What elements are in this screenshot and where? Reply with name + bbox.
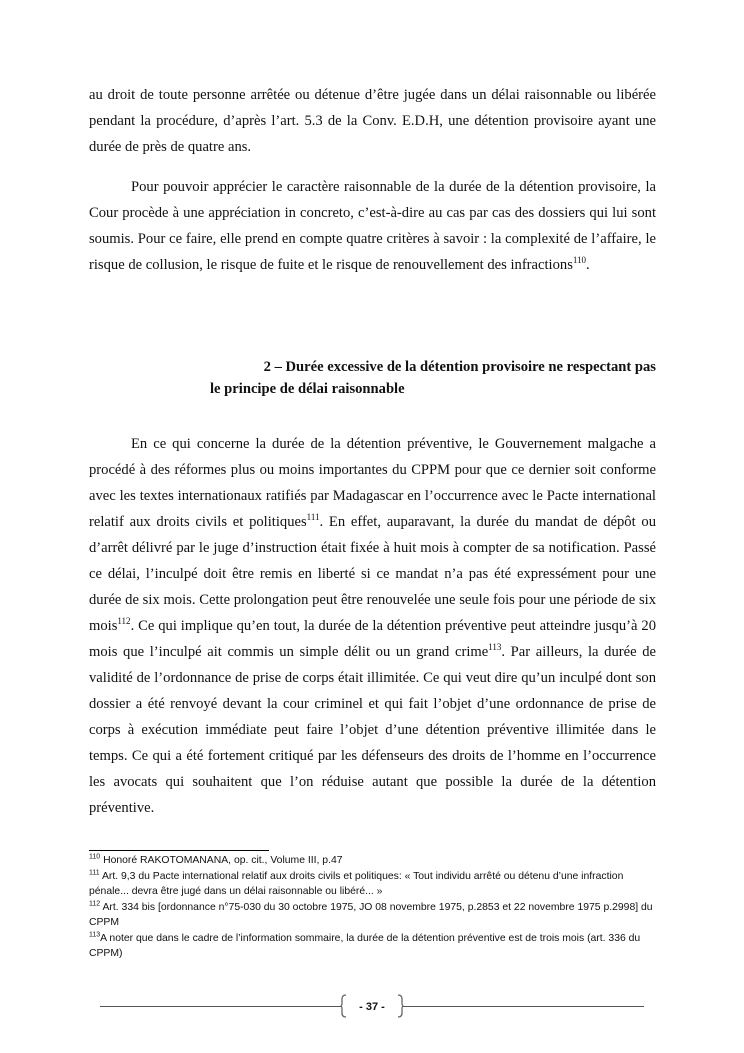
paragraph-2-text: Pour pouvoir apprécier le caractère raisonnable de la durée de la détention provisoire, la Cour procède à une appréciation in concreto, c’est-à-dire au cas par cas des dossiers qui lui sont soumis. Pour ce faire, elle prend en compte quatre critères à savoir : la complexité de l’affaire, le risque de collusion, le risque de fuite et le risque de renouvellement des infractions [89, 179, 656, 273]
footnote-number: 110 [89, 853, 101, 861]
footnote-text: Art. 9,3 du Pacte international relatif aux droits civils et politiques: « Tout individu arrêté ou détenu d’une infraction pénale... devra être jugé dans un délai raisonnable ou libéré... » [89, 870, 624, 897]
footnote-ref-113[interactable]: 113 [488, 642, 502, 653]
footnote-ref-112[interactable]: 112 [117, 616, 131, 627]
paragraph-1-text: au droit de toute personne arrêtée ou détenue d’être jugée dans un délai raisonnable ou libérée pendant la procédure, d’après l’art. 5.3 de la Conv. E.D.H, une détention provisoire ayant une durée de près de quatre ans. [89, 87, 656, 155]
footnote-text: Honoré RAKOTOMANANA, op. cit., Volume III, p.47 [103, 855, 343, 866]
footnote-number: 111 [89, 869, 100, 877]
footnote-text: Art. 334 bis [ordonnance n°75-030 du 30 octobre 1975, JO 08 novembre 1975, p.2853 et 22 novembre 1975 p.2998] du CPPM [89, 901, 653, 928]
footnote-111 [89, 869, 659, 900]
paragraph-1 [89, 82, 656, 160]
paragraph-2 [89, 174, 656, 278]
footnote-113 [89, 931, 659, 962]
footnote-110 [89, 853, 659, 869]
footnote-number: 113 [89, 931, 101, 939]
page-number: - 37 - [359, 1001, 385, 1013]
right-bracket-icon [397, 994, 404, 1018]
footnote-separator [89, 850, 269, 851]
footnote-text: A noter que dans le cadre de l’information sommaire, la durée de la détention préventive est de trois mois (art. 336 du CPPM) [89, 932, 641, 959]
paragraph-3 [89, 431, 656, 821]
paragraph-3-text-a: En ce qui concerne la durée de la détention préventive, le Gouvernement malgache a procédé à des réformes plus ou moins importantes du CPPM pour que ce dernier soit conforme avec les textes internationaux ratifiés par Madagascar en l’occurrence avec le Pacte international relatif aux droits civils et politiques [89, 436, 656, 530]
footnote-112 [89, 900, 659, 931]
section-heading-line-1: 2 – Durée excessive de la détention provisoire ne respectant pas [263, 359, 656, 375]
section-heading [210, 356, 656, 400]
paragraph-3-text-c: . Ce qui implique qu’en tout, la durée de la détention préventive peut atteindre jusqu’à 20 mois que l’inculpé ait commis un simple délit ou un grand crime [89, 618, 656, 660]
footer-rule-left [100, 1006, 342, 1007]
footnote-ref-111[interactable]: 111 [306, 512, 320, 523]
footnote-number: 112 [89, 900, 101, 908]
paragraph-3-text-d: . Par ailleurs, la durée de validité de l’ordonnance de prise de corps était illimitée. Ce qui veut dire qu’un inculpé dont son dossier a été renvoyé devant la cour criminel et qui fait l’objet d’une ordonnance de prise de corps à exécution immédiate peut faire l’objet d’une détention préventive illimitée dans le temps. Ce qui a été fortement critiqué par les défenseurs des droits de l’homme en l’occurrence les avocats qui souhaitent que l’on réduise autant que possible la durée de la détention préventive. [89, 644, 656, 816]
footer-rule-right [402, 1006, 644, 1007]
paragraph-3-text-b: . En effet, auparavant, la durée du mandat de dépôt ou d’arrêt délivré par le juge d’instruction était fixée à huit mois à compter de sa notification. Passé ce délai, l’inculpé doit être remis en liberté si ce mandat n’a pas été expressément pour une durée de six mois. Cette prolongation peut être renouvelée une seule fois pour une période de six mois [89, 514, 656, 634]
section-heading-line-2: le principe de délai raisonnable [210, 381, 405, 397]
paragraph-2-end: . [586, 257, 590, 273]
footnote-ref-110[interactable]: 110 [572, 255, 587, 266]
footnotes [89, 853, 659, 962]
